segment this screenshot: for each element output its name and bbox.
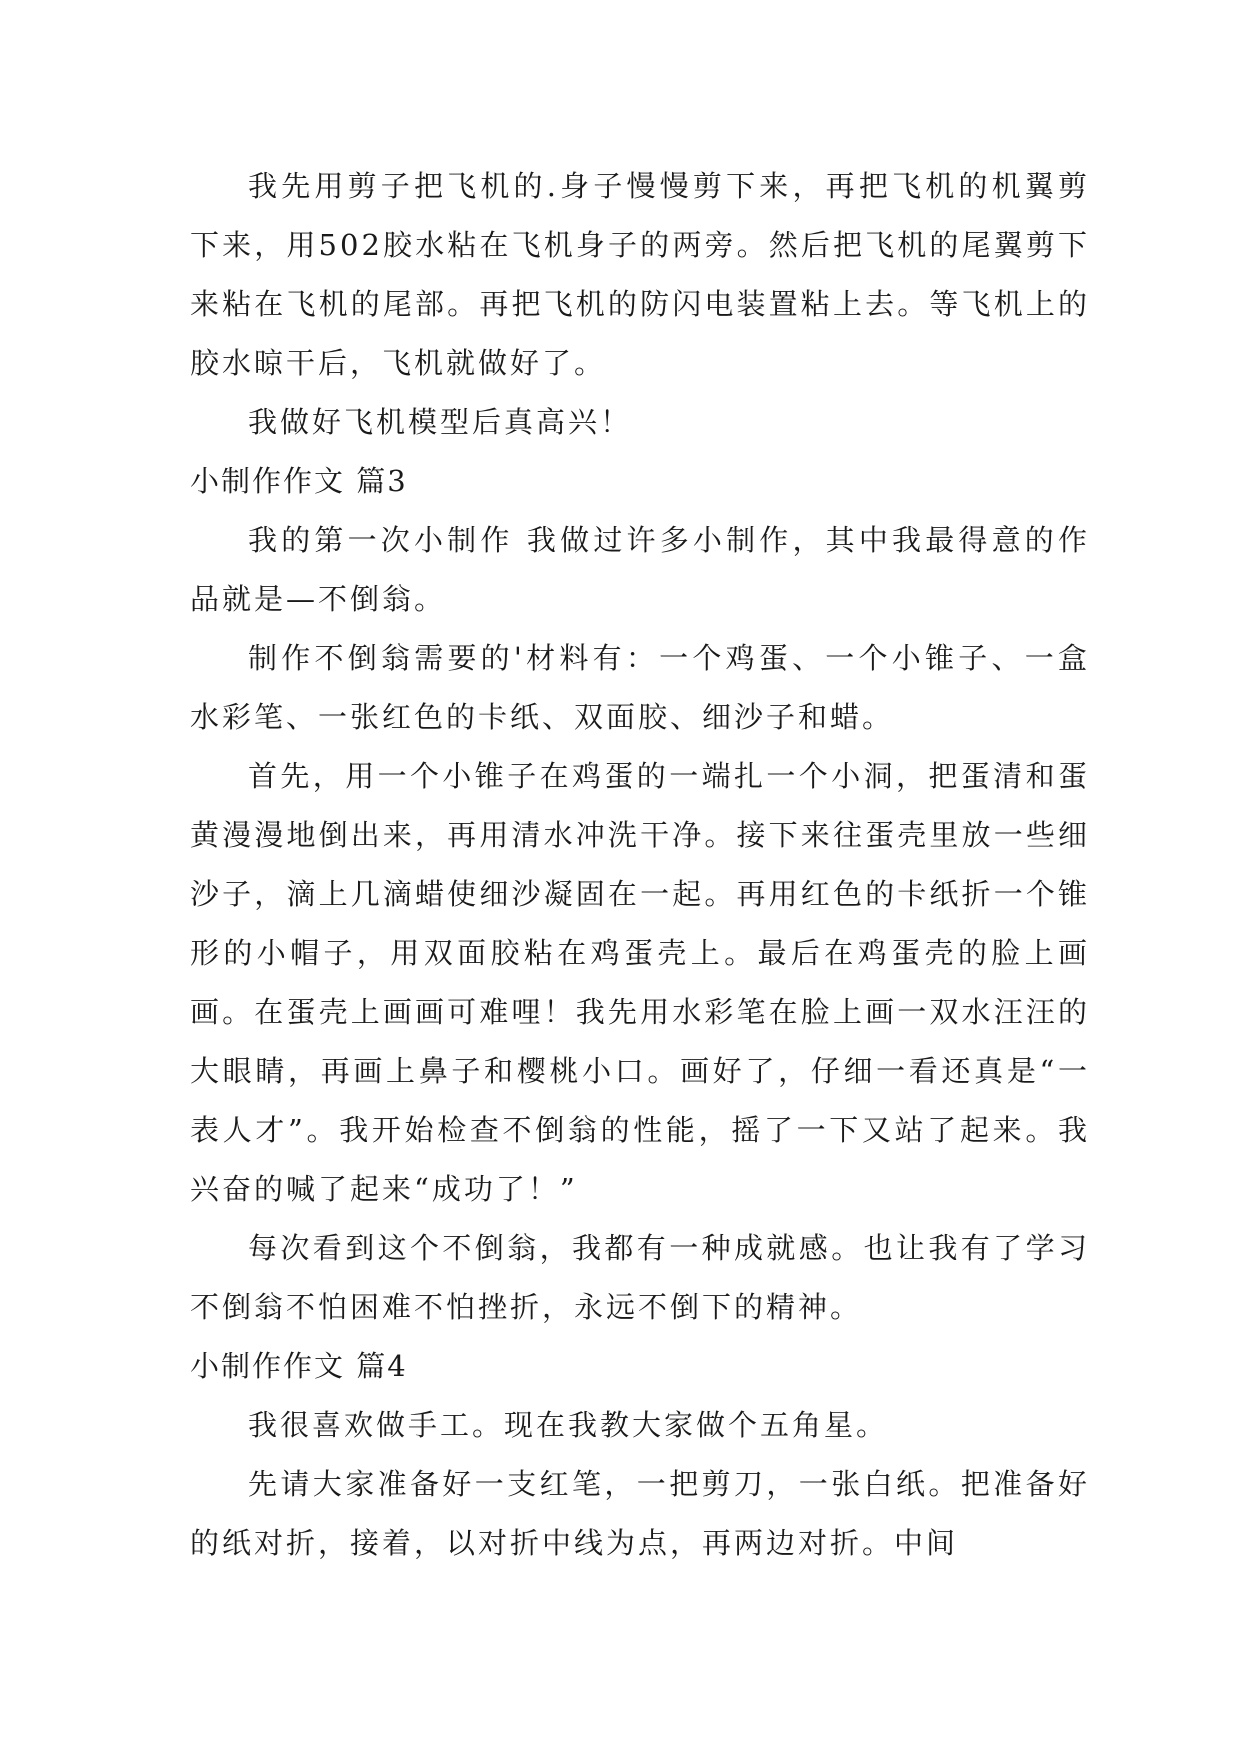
paragraph-star-intro: 我很喜欢做手工。现在我教大家做个五角星。 (248, 1408, 889, 1442)
paragraph-airplane-happy: 我做好飞机模型后真高兴！ (248, 405, 633, 439)
section-heading-3: 小制作作文 篇3 (190, 464, 408, 498)
paragraph-star-steps: 先请大家准备好一支红笔，一把剪刀，一张白纸。把准备好的纸对折，接着，以对折中线为点，再两边对折。中间 (190, 1467, 1090, 1560)
paragraph-materials: 制作不倒翁需要的'材料有：一个鸡蛋、一个小锥子、一盒水彩笔、一张红色的卡纸、双面胶、细沙子和蜡。 (190, 641, 1090, 734)
paragraph-airplane-steps: 我先用剪子把飞机的.身子慢慢剪下来，再把飞机的机翼剪下来，用502胶水粘在飞机身子的两旁。然后把飞机的尾翼剪下来粘在飞机的尾部。再把飞机的防闪电装置粘上去。等飞机上的胶水晾干后，飞机就做好了。 (190, 169, 1090, 380)
paragraph-reflection: 每次看到这个不倒翁，我都有一种成就感。也让我有了学习不倒翁不怕困难不怕挫折，永远不倒下的精神。 (190, 1231, 1090, 1324)
section-heading-4: 小制作作文 篇4 (190, 1349, 408, 1383)
document-page (190, 157, 1090, 1573)
paragraph-procedure: 首先，用一个小锥子在鸡蛋的一端扎一个小洞，把蛋清和蛋黄漫漫地倒出来，再用清水冲洗干净。接下来往蛋壳里放一些细沙子，滴上几滴蜡使细沙凝固在一起。再用红色的卡纸折一个锥形的小帽子，用双面胶粘在鸡蛋壳上。最后在鸡蛋壳的脸上画画。在蛋壳上画画可难哩！我先用水彩笔在脸上画一双水汪汪的大眼睛，再画上鼻子和樱桃小口。画好了，仔细一看还真是“一表人才”。我开始检查不倒翁的性能，摇了一下又站了起来。我兴奋的喊了起来“成功了！” (190, 759, 1090, 1206)
paragraph-first-craft: 我的第一次小制作 我做过许多小制作，其中我最得意的作品就是—不倒翁。 (190, 523, 1090, 616)
